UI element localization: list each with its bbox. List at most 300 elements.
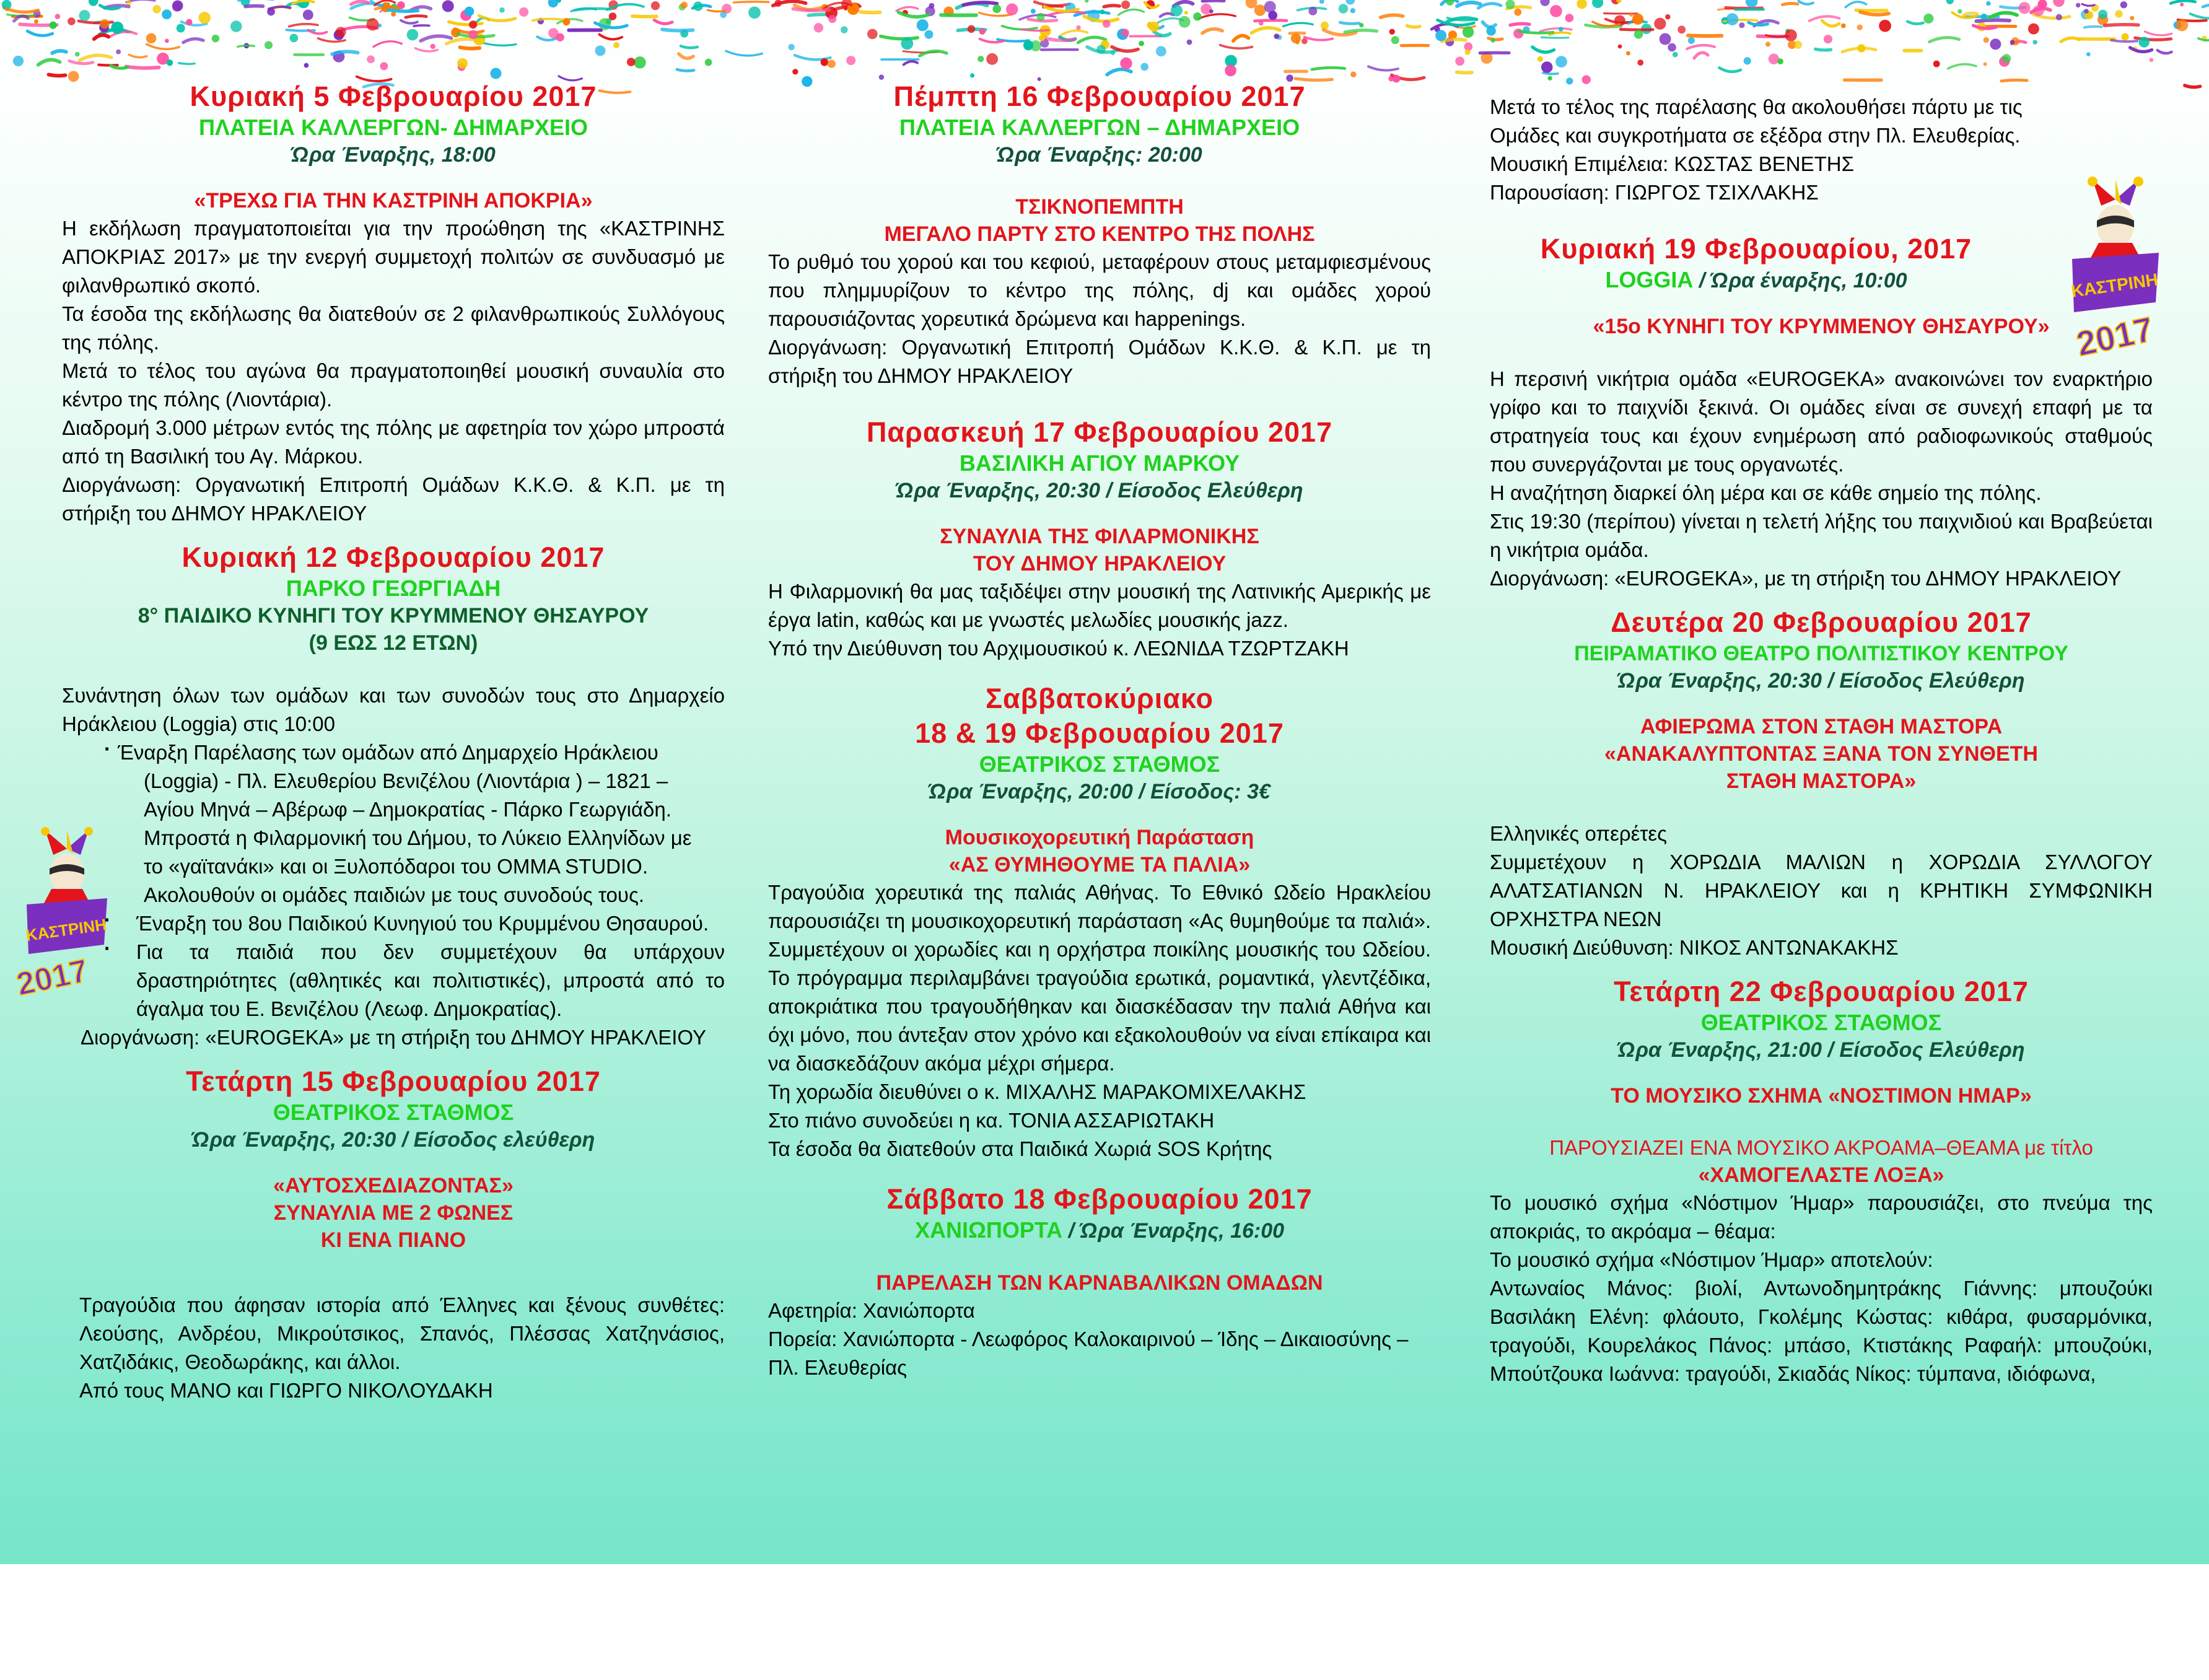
confetti-piece: [100, 19, 109, 28]
logo-year: 2017: [13, 952, 92, 1003]
confetti-piece: [34, 19, 38, 24]
confetti-piece: [1140, 63, 1148, 71]
confetti-piece: [303, 10, 313, 20]
confetti-piece: [1541, 37, 1568, 38]
confetti-piece: [80, 55, 112, 60]
confetti-piece: [165, 39, 169, 43]
confetti-piece: [1251, 28, 1280, 33]
event-title: ΣΥΝΑΥΛΙΑ ΤΗΣ ΦΙΛΑΡΜΟΝΙΚΗΣ: [940, 525, 1259, 548]
confetti-piece: [1368, 66, 1398, 70]
confetti-piece: [677, 69, 694, 71]
event-description: [768, 878, 1431, 1163]
event-title: Μουσικοχορευτική Παράσταση: [945, 826, 1254, 849]
event-date: Παρασκευή 17 Φεβρουαρίου 2017: [866, 416, 1333, 448]
confetti-piece: [2033, 40, 2037, 44]
paragraph: Από τους ΜΑΝΟ και ΓΙΩΡΓΟ ΝΙΚΟΛΟΥΔΑΚΗ: [79, 1379, 493, 1402]
confetti-piece: [1626, 51, 1630, 55]
paragraph: Αντωναίος Μάνος: βιολί, Αντωνοδημητράκης Γιάννης: μπουζούκι Βασιλάκη Ελένη: φλάουτο, Γκολέμης Κώστας: κιθάρα, φυσαρμόνικα, τραγούδι, Κουρελάκος Πάνος: μπάσο, Κτιστάκης Ραφαήλ: μπουζούκι, Μπούτζουκα Ιωάννα: τραγούδι, Σκιαδάς Νίκος: τύμπανα, ιδιόφωνα,: [1490, 1277, 2153, 1385]
confetti-piece: [1519, 32, 1553, 33]
confetti-piece: [2053, 0, 2064, 7]
event-title: 8° ΠΑΙΔΙΚΟ ΚΥΝΗΓΙ ΤΟΥ ΚΡΥΜΜΕΝΟΥ ΘΗΣΑΥΡΟΥ: [138, 604, 649, 628]
confetti-piece: [814, 23, 823, 32]
confetti-piece: [1233, 36, 1249, 42]
paragraph: Διαδρομή 3.000 μέτρων εντός της πόλης με αφετηρία τον χώρο μπροστά από τη Βασιλική του Αγ. Μάρκου.: [62, 416, 725, 468]
confetti-piece: [1490, 38, 1495, 43]
confetti-piece: [1184, 11, 1188, 14]
confetti-piece: [705, 59, 712, 66]
confetti-piece: [2130, 16, 2134, 20]
confetti-piece: [2180, 2, 2184, 6]
event-date: Τετάρτη 15 Φεβρουαρίου 2017: [186, 1065, 601, 1097]
confetti-piece: [1220, 45, 1253, 48]
confetti-piece: [1319, 0, 1324, 4]
confetti-piece: [289, 33, 298, 42]
confetti-piece: [2122, 33, 2129, 40]
event-time: Ώρα Έναρξης, 20:00 / Είσοδος: 3€: [929, 780, 1271, 803]
confetti-piece: [98, 65, 118, 66]
event-venue: ΠΑΡΚΟ ΓΕΩΡΓΙΑΔΗ: [286, 575, 501, 601]
confetti-piece: [1510, 24, 1529, 25]
confetti-piece: [1582, 75, 1591, 84]
confetti-piece: [152, 5, 161, 14]
paragraph: Πορεία: Χανιώπορτα - Λεωφόρος Καλοκαιρινού – Ίδης – Δικαιοσύνης – Πλ. Ελευθερίας: [768, 1328, 1409, 1379]
confetti-piece: [1799, 1, 1813, 4]
confetti-piece: [970, 73, 974, 77]
confetti-piece: [1147, 22, 1153, 28]
confetti-piece: [430, 44, 435, 49]
confetti-piece: [1301, 38, 1308, 45]
confetti-piece: [1592, 0, 1603, 8]
paragraph: Τα έσοδα θα διατεθούν στα Παιδικά Χωριά SOS Κρήτης: [768, 1137, 1272, 1160]
confetti-piece: [841, 26, 848, 33]
confetti-piece: [1118, 9, 1144, 15]
confetti-piece: [1435, 30, 1446, 41]
event-venue: ΘΕΑΤΡΙΚΟΣ ΣΤΑΘΜΟΣ: [979, 751, 1220, 777]
event-title: «ΑΣ ΘΥΜΗΘΟΥΜΕ ΤΑ ΠΑΛΙΑ»: [948, 853, 1251, 877]
paragraph: Τραγούδια που άφησαν ιστορία από Έλληνες και ξένους συνθέτες: Λεούσης, Ανδρέου, Μικρούτσικος, Σπανός, Πλέσσας Χατζηνάσιος, Χατζιδάκις, Θεοδωράκης, και άλλοι.: [79, 1293, 725, 1373]
confetti-piece: [366, 18, 378, 30]
confetti-piece: [1345, 30, 1376, 32]
confetti-piece: [2010, 40, 2014, 44]
confetti-piece: [1907, 22, 1923, 24]
event-description: [62, 1291, 725, 1405]
event-title: ΤΟ ΜΟΥΣΙΚΟ ΣΧΗΜΑ «ΝΟΣΤΙΜΟΝ ΗΜΑΡ»: [1611, 1084, 2032, 1108]
confetti-piece: [1565, 14, 1573, 22]
confetti-piece: [1505, 0, 1515, 9]
confetti-piece: [111, 22, 123, 34]
confetti-piece: [2001, 80, 2027, 81]
paragraph: Ελληνικές οπερέτες: [1490, 822, 1667, 845]
confetti-piece: [1543, 73, 1558, 74]
event-description: [1490, 93, 2153, 207]
confetti-piece: [172, 0, 183, 11]
confetti-piece: [1976, 20, 2010, 21]
confetti-piece: [1533, 47, 1554, 52]
paragraph: Το μουσικό σχήμα «Νόστιμον Ήμαρ» αποτελούν:: [1490, 1248, 1933, 1271]
confetti-piece: [1023, 40, 1033, 50]
confetti-piece: [792, 69, 798, 74]
confetti-piece: [457, 58, 468, 69]
confetti-piece: [1101, 40, 1107, 46]
confetti-piece: [332, 51, 358, 54]
event-title: ΤΣΙΚΝΟΠΕΜΠΤΗ: [1015, 195, 1184, 219]
confetti-piece: [126, 67, 159, 68]
paragraph: Τα έσοδα της εκδήλωσης θα διατεθούν σε 2 φιλανθρωπικούς Συλλόγους της πόλης.: [62, 302, 725, 354]
confetti-piece: [679, 54, 693, 58]
confetti-piece: [1171, 4, 1183, 16]
confetti-piece: [1694, 53, 1708, 58]
confetti-piece: [27, 31, 53, 35]
confetti-piece: [1187, 40, 1192, 45]
confetti-piece: [1225, 64, 1236, 76]
confetti-piece: [821, 58, 828, 66]
confetti-piece: [75, 52, 80, 57]
confetti-piece: [1550, 5, 1562, 17]
event-venue: ΠΛΑΤΕΙΑ ΚΑΛΛΕΡΓΩΝ- ΔΗΜΑΡΧΕΙΟ: [198, 115, 588, 140]
confetti-piece: [1989, 13, 2017, 19]
event-title: ΜΕΓΑΛΟ ΠΑΡΤΥ ΣΤΟ ΚΕΝΤΡΟ ΤΗΣ ΠΟΛΗΣ: [884, 222, 1315, 246]
confetti-piece: [1559, 27, 1564, 32]
confetti-piece: [1264, 1, 1276, 13]
logo-year: 2017: [2073, 309, 2157, 364]
confetti-piece: [978, 56, 984, 62]
event-time: Ώρα Έναρξης: 20:00: [997, 143, 1202, 167]
confetti-piece: [129, 55, 147, 57]
paragraph: Μουσική Διεύθυνση: ΝΙΚΟΣ ΑΝΤΩΝΑΚΑΚΗΣ: [1490, 936, 1899, 959]
confetti-piece: [1340, 22, 1359, 24]
event-description: [1490, 820, 2153, 962]
confetti-piece: [609, 12, 616, 20]
event-description: [768, 577, 1431, 663]
confetti-piece: [401, 20, 418, 24]
confetti-piece: [1455, 56, 1464, 66]
confetti-piece: [162, 9, 172, 19]
event-title: «ΑΥΤΟΣΧΕΔΙΑΖΟΝΤΑΣ»: [273, 1174, 514, 1197]
confetti-piece: [1765, 42, 1770, 46]
confetti-piece: [1990, 38, 2001, 50]
confetti-piece: [1321, 22, 1329, 30]
paragraph: Η εκδήλωση πραγματοποιείται για την προώθηση της «ΚΑΣΤΡΙΝΗΣ ΑΠΟΚΡΙΑΣ 2017» με την ενεργή συμμετοχή πολιτών σε συνδυασμό με φιλανθρωπικό σκοπό.: [62, 217, 725, 297]
event-title: «15ο ΚΥΝΗΓΙ ΤΟΥ ΚΡΥΜΜΕΝΟΥ ΘΗΣΑΥΡΟΥ»: [1593, 315, 2050, 338]
paragraph: Συμμετέχουν η ΧΟΡΩΔΙΑ ΜΑΛΙΩΝ η ΧΟΡΩΔΙΑ ΣΥΛΛΟΓΟΥ ΑΛΑΤΣΑΤΙΑΝΩΝ Ν. ΗΡΑΚΛΕΙΟΥ και η ΚΡΗΤΙΚΗ ΣΥΜΦΩΝΙΚΗ ΟΡΧΗΣΤΡΑ ΝΕΩΝ: [1490, 851, 2153, 930]
confetti-piece: [49, 74, 66, 76]
confetti-piece: [1634, 30, 1643, 38]
confetti-piece: [519, 7, 528, 17]
bullet-item: · Για τα παιδιά που δεν συμμετέχουν θα υπάρχουν δραστηριότητες (αθλητικές και πολιτιστικές), μπροστά από το άγαλμα του Ε. Βενιζέλου (Λεωφ. Δημοκρατίας).: [62, 938, 725, 1023]
confetti-piece: [479, 15, 515, 20]
confetti-piece: [917, 19, 929, 31]
confetti-piece: [421, 36, 451, 41]
confetti-piece: [2084, 9, 2089, 14]
event-description: [768, 1297, 1431, 1382]
event-venue: ΒΑΣΙΛΙΚΗ ΑΓΙΟΥ ΜΑΡΚΟΥ: [959, 450, 1240, 476]
confetti-piece: [548, 0, 558, 7]
event-title: ΚΙ ΕΝΑ ΠΙΑΝΟ: [320, 1228, 466, 1252]
confetti-piece: [1957, 9, 1962, 14]
confetti-piece: [1076, 25, 1080, 30]
event-time: / Ώρα Έναρξης, 16:00: [1062, 1219, 1285, 1243]
confetti-piece: [1121, 28, 1129, 37]
event-venue: LOGGIA: [1605, 267, 1694, 292]
paragraph: Μετά το τέλος της παρέλασης θα ακολουθήσει πάρτυ με τις Ομάδες και συγκροτήματα σε εξέδρα στην Πλ. Ελευθερίας.: [1490, 95, 2023, 147]
confetti-piece: [1678, 25, 1686, 33]
confetti-piece: [199, 12, 211, 24]
event-time: Ώρα Έναρξης, 18:00: [291, 143, 496, 167]
confetti-piece: [632, 16, 657, 17]
confetti-piece: [2028, 24, 2039, 35]
bullet-continuation: Μπροστά η Φιλαρμονική του Δήμου, το Λύκειο Ελληνίδων με: [144, 826, 692, 849]
confetti-piece: [5, 7, 9, 11]
confetti-piece: [1577, 0, 1586, 9]
confetti-piece: [212, 35, 219, 42]
event-venue: ΠΕΙΡΑΜΑΤΙΚΟ ΘΕΑΤΡΟ ΠΟΛΙΤΙΣΤΙΚΟΥ ΚΕΝΤΡΟΥ: [1574, 642, 2068, 665]
confetti-piece: [1489, 38, 1502, 40]
event-title: ΑΦΙΕΡΩΜΑ ΣΤΟΝ ΣΤΑΘΗ ΜΑΣΤΟΡΑ: [1640, 715, 2003, 738]
confetti-piece: [1632, 14, 1643, 25]
confetti-piece: [1673, 52, 1678, 58]
confetti-piece: [1540, 28, 1572, 32]
confetti-piece: [992, 4, 1001, 13]
confetti-piece: [1139, 41, 1144, 46]
paragraph: Διοργάνωση: «EUROGEKA», με τη στήριξη του ΔΗΜΟΥ ΗΡΑΚΛΕΙΟΥ: [1490, 567, 2122, 590]
logo-text: ΚΑΣΤΡΙΝΗ: [2070, 269, 2159, 301]
event-description: [62, 681, 725, 1052]
confetti-piece: [2190, 14, 2209, 18]
confetti-piece: [979, 28, 986, 35]
confetti-piece: [388, 10, 418, 11]
event-venue-time: [768, 1217, 1431, 1245]
event-description: [62, 214, 725, 528]
paragraph: Συνάντηση όλων των ομάδων και των συνοδών τους στο Δημαρχείο Ηράκλειου (Loggia) στις 10:00: [62, 684, 725, 735]
confetti-piece: [1291, 33, 1301, 43]
confetti-piece: [1156, 46, 1166, 56]
event-time: Ώρα Έναρξης, 20:30 / Είσοδος Ελεύθερη: [896, 479, 1303, 502]
confetti-piece: [52, 51, 66, 53]
confetti-piece: [904, 61, 917, 64]
confetti-piece: [986, 53, 998, 65]
paragraph: Το ρυθμό του χορού και του κεφιού, μεταφέρουν στους μεταμφιεσμένους που πλημμυρίζουν το κέντρο της πόλης, dj και ομάδες χορού παρουσιάζοντας χορευτικά δρώμενα και happenings.: [768, 250, 1431, 330]
confetti-piece: [707, 10, 725, 11]
confetti-piece: [68, 17, 76, 25]
confetti-piece: [2019, 2, 2031, 14]
event-time: Ώρα Έναρξης, 21:00 / Είσοδος Ελεύθερη: [1617, 1038, 2025, 1062]
confetti-piece: [1783, 4, 1798, 5]
confetti-piece: [748, 6, 761, 19]
confetti-piece: [1160, 14, 1173, 17]
column-2: [768, 79, 1431, 1382]
confetti-piece: [1255, 20, 1287, 21]
confetti-piece: [1339, 4, 1349, 14]
confetti-piece: [1120, 58, 1132, 69]
confetti-piece: [2120, 1, 2127, 8]
event-date: Σάββατο 18 Φεβρουαρίου 2017: [886, 1183, 1313, 1215]
confetti-piece: [1381, 15, 1403, 17]
confetti-piece: [1629, 12, 1634, 17]
event-description: [1490, 1189, 2153, 1388]
confetti-piece: [1930, 38, 1959, 42]
confetti-piece: [116, 50, 121, 55]
confetti-piece: [924, 30, 933, 39]
confetti-piece: [183, 39, 203, 43]
confetti-piece: [2130, 48, 2151, 52]
confetti-piece: [1566, 77, 1573, 84]
confetti-piece: [1687, 45, 1715, 49]
confetti-piece: [1084, 17, 1118, 22]
confetti-piece: [681, 2, 688, 9]
confetti-piece: [1274, 33, 1279, 39]
confetti-piece: [407, 29, 419, 41]
confetti-piece: [1407, 25, 1420, 27]
confetti-piece: [1031, 9, 1036, 14]
paragraph: Μετά το τέλος του αγώνα θα πραγματοποιηθεί μουσική συναυλία στο κέντρο της πόλης (Λιοντάρια).: [62, 359, 725, 411]
confetti-piece: [634, 56, 646, 69]
confetti-piece: [1442, 39, 1466, 41]
confetti-piece: [548, 28, 558, 38]
bullet-continuation: Ακολουθούν οι ομάδες παιδιών με τους συνοδούς τους.: [144, 883, 645, 906]
event-subtitle: (9 ΕΩΣ 12 ΕΤΩΝ): [308, 631, 478, 655]
confetti-piece: [1513, 28, 1523, 38]
confetti-piece: [1809, 16, 1840, 21]
confetti-piece: [1660, 33, 1671, 45]
paragraph: Διοργάνωση: Οργανωτική Επιτροπή Ομάδων Κ.Κ.Θ. & Κ.Π. με τη στήριξη του ΔΗΜΟΥ ΗΡΑΚΛΕΙΟΥ: [62, 473, 725, 525]
confetti-piece: [406, 16, 426, 18]
event-venue: ΘΕΑΤΡΙΚΟΣ ΣΤΑΘΜΟΣ: [1700, 1010, 1942, 1035]
event-time: / Ώρα έναρξης, 10:00: [1693, 269, 1907, 292]
confetti-piece: [1391, 36, 1399, 44]
confetti-piece: [867, 29, 878, 40]
confetti-piece: [2002, 54, 2011, 63]
confetti-piece: [651, 1, 660, 10]
confetti-piece: [898, 12, 928, 17]
confetti-piece: [1824, 35, 1832, 43]
confetti-piece: [179, 63, 195, 64]
confetti-piece: [483, 43, 516, 45]
event-description: [1490, 365, 2153, 593]
confetti-piece: [1841, 24, 1846, 28]
event-description: [768, 248, 1431, 390]
confetti-piece: [50, 22, 57, 29]
paragraph: Τραγούδια χορευτικά της παλιάς Αθήνας. Το Εθνικό Ωδείο Ηρακλείου παρουσιάζει τη μουσικοχορευτική παράσταση «Ας θυμηθούμε τα παλιά». Συμμετέχουν οι χορωδίες και η ορχήστρα ποικίλης μουσικής του Ωδείου. Το πρόγραμμα περιλαμβάνει τραγούδια ερωτικά, ρομαντικά, γλεντζέδικα, αποκριάτικα που τραγουδήθηκαν και διασκέδασαν την παλιά Αθήνα και όχι μόνο, που άντεξαν στον χρόνο και εξακολουθούν να είναι επίκαιρα και να διασκεδάζουν ακόμα μέχρι σήμερα.: [768, 881, 1431, 1075]
confetti-piece: [1816, 49, 1831, 50]
confetti-piece: [167, 59, 173, 66]
event-title: «ΧΑΜΟΓΕΛΑΣΤΕ ΛΟΞΑ»: [1698, 1163, 1944, 1187]
confetti-piece: [2111, 40, 2137, 42]
bullet-item: · Έναρξη Παρέλασης των ομάδων από Δημαρχείο Ηράκλειου: [62, 738, 725, 767]
confetti-piece: [1457, 2, 1481, 6]
confetti-piece: [2203, 4, 2209, 7]
confetti-piece: [460, 47, 479, 48]
confetti-piece: [414, 25, 429, 26]
confetti-piece: [901, 38, 913, 50]
event-date: Δευτέρα 20 Φεβρουαρίου 2017: [1611, 606, 2032, 638]
confetti-piece: [1984, 37, 1989, 43]
confetti-piece: [186, 19, 192, 25]
confetti-piece: [1541, 61, 1553, 73]
paragraph: Παρουσίαση: ΓΙΩΡΓΟΣ ΤΣΙΧΛΑΚΗΣ: [1490, 181, 1819, 204]
confetti-piece: [726, 51, 762, 56]
confetti-piece: [1726, 13, 1739, 25]
paragraph: Αφετηρία: Χανιώπορτα: [768, 1299, 975, 1322]
confetti-piece: [1002, 26, 1037, 30]
confetti-piece: [13, 56, 24, 66]
confetti-piece: [1618, 45, 1622, 49]
confetti-piece: [94, 35, 108, 39]
confetti-piece: [1312, 68, 1345, 69]
paragraph: Μουσική Επιμέλεια: ΚΩΣΤΑΣ ΒΕΝΕΤΗΣ: [1490, 152, 1855, 175]
confetti-piece: [1061, 30, 1087, 35]
confetti-piece: [1345, 0, 1355, 5]
event-date: Τετάρτη 22 Φεβρουαρίου 2017: [1614, 976, 2029, 1007]
confetti-piece: [465, 7, 474, 16]
confetti-piece: [1202, 29, 1222, 33]
confetti-piece: [1555, 56, 1567, 68]
event-title: ΠΑΡΕΛΑΣΗ ΤΩΝ ΚΑΡΝΑΒΑΛΙΚΩΝ ΟΜΑΔΩΝ: [876, 1271, 1323, 1295]
confetti-piece: [1688, 37, 1695, 44]
confetti-piece: [2158, 50, 2172, 53]
paragraph: Στο πιάνο συνοδεύει η κα. ΤΟΝΙΑ ΑΣΣΑΡΙΩΤΑΚΗ: [768, 1109, 1215, 1132]
confetti-piece: [2056, 14, 2062, 20]
confetti-piece: [2115, 10, 2122, 17]
paragraph: Η αναζήτηση διαρκεί όλη μέρα και σε κάθε σημείο της πόλης.: [1490, 481, 2042, 504]
confetti-piece: [265, 41, 273, 49]
event-time: Ώρα Έναρξης, 20:30 / Είσοδος Ελεύθερη: [1617, 669, 2025, 693]
confetti-piece: [1463, 26, 1474, 37]
confetti-piece: [499, 7, 505, 13]
confetti-piece: [1822, 20, 1839, 26]
paragraph: Η Φιλαρμονική θα μας ταξιδέψει στην μουσική της Λατινικής Αμερικής με έργα latin, καθώς και με γνωστές μελωδίες μουσικής jazz.: [768, 580, 1431, 631]
confetti-piece: [367, 55, 375, 63]
confetti-piece: [289, 24, 318, 27]
confetti-piece: [1794, 41, 1802, 49]
confetti-piece: [1446, 0, 1454, 6]
confetti-piece: [1984, 62, 1987, 66]
confetti-piece: [1777, 58, 1783, 64]
confetti-piece: [896, 7, 918, 11]
confetti-piece: [2145, 32, 2172, 35]
confetti-piece: [1283, 23, 1313, 26]
confetti-piece: [1209, 9, 1214, 14]
event-date: 18 & 19 Φεβρουαρίου 2017: [915, 717, 1284, 749]
confetti-piece: [979, 13, 1012, 16]
paragraph: Τη χορωδία διευθύνει ο κ. ΜΙΧΑΛΗΣ ΜΑΡΑΚΟΜΙΧΕΛΑΚΗΣ: [768, 1080, 1306, 1103]
confetti-piece: [1006, 3, 1018, 15]
event-date: Πέμπτη 16 Φεβρουαρίου 2017: [893, 81, 1306, 112]
confetti-piece: [2139, 37, 2150, 47]
confetti-piece: [828, 59, 836, 68]
confetti-piece: [335, 27, 346, 37]
confetti-piece: [1039, 35, 1045, 41]
confetti-piece: [575, 9, 611, 11]
confetti-piece: [1769, 54, 1779, 64]
confetti-piece: [1100, 9, 1105, 14]
confetti-piece: [1389, 28, 1395, 34]
confetti-piece: [1107, 69, 1131, 75]
confetti-piece: [1104, 6, 1119, 7]
confetti-piece: [1746, 0, 1758, 7]
event-date: Κυριακή 19 Φεβρουαρίου, 2017: [1540, 233, 1972, 265]
confetti-piece: [2176, 19, 2189, 32]
confetti-piece: [1665, 14, 1671, 20]
event-title: ΤΟΥ ΔΗΜΟΥ ΗΡΑΚΛΕΙΟΥ: [973, 552, 1227, 575]
paragraph: Στις 19:30 (περίπου) γίνεται η τελετή λήξης του παιχνιδιού και Βραβεύεται η νικήτρια ομάδα.: [1490, 510, 2153, 561]
confetti-piece: [662, 29, 693, 30]
confetti-piece: [881, 36, 918, 38]
confetti-piece: [562, 18, 570, 25]
paragraph: Διοργάνωση: «EUROGEKA» με τη στήριξη του ΔΗΜΟΥ ΗΡΑΚΛΕΙΟΥ: [80, 1026, 707, 1049]
bullet-continuation: (Loggia) - Πλ. Ελευθερίου Βενιζέλου (Λιοντάρια ) – 1821 –: [144, 769, 668, 792]
carnival-mascot-logo: [13, 830, 110, 1003]
confetti-piece: [308, 30, 327, 33]
